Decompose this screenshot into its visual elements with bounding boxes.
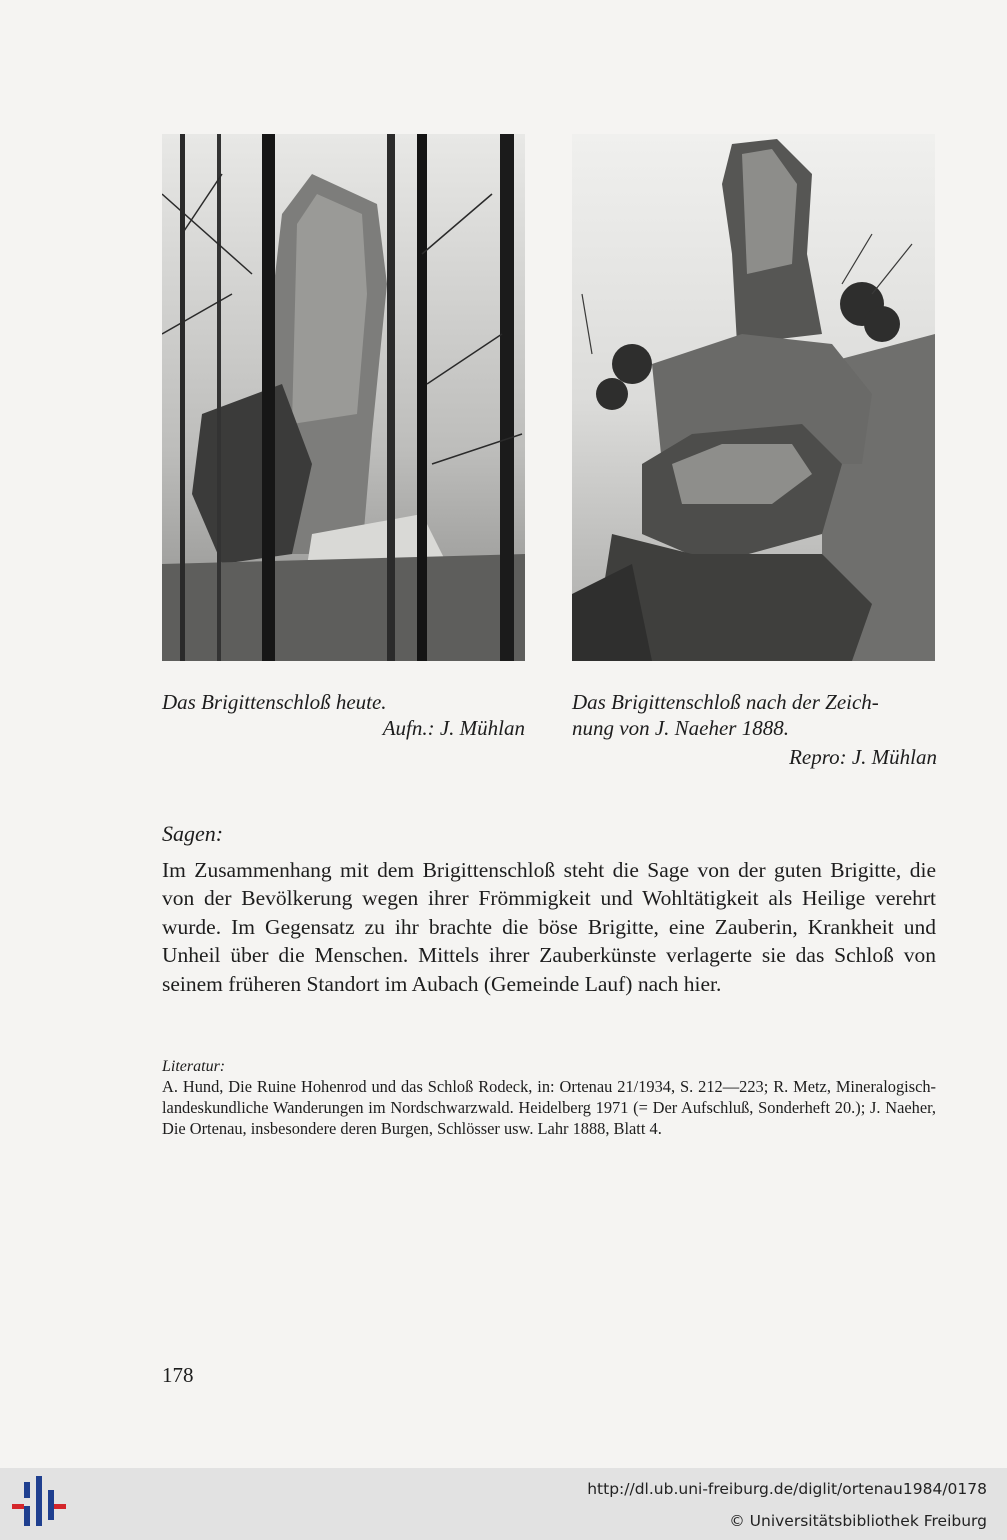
literature-references: A. Hund, Die Ruine Hohenrod und das Schloß Rodeck, in: Ortenau 21/1934, S. 212—223; R. Metz, Mineralogisch-landeskundliche Wanderungen im Nordschwarzwald. Heidelberg 1971 (= Der Aufschluß, Sonderheft 20.); J. Naeher, Die Ortenau, insbesondere deren Burgen, Schlösser usw. Lahr 1888, Blatt 4. bbox=[162, 1077, 936, 1138]
figure-right-caption-line2: nung von J. Naeher 1888. bbox=[572, 716, 789, 740]
copyright-notice: © Universitätsbibliothek Freiburg bbox=[729, 1512, 987, 1530]
figure-right-caption-line1: Das Brigittenschloß nach der Zeich- bbox=[572, 690, 879, 714]
section-paragraph: Im Zusammenhang mit dem Brigittenschloß steht die Sage von der guten Brigitte, die von der Bevölkerung wegen ihrer Frömmigkeit und Wohltätigkeit als Heilige verehrt wurde. Im Gegensatz zu ihr brachte die böse Brigitte, eine Zauberin, Krankheit und Unheil über die Menschen. Mittels ihrer Zauberkünste verlagerte sie das Schloß von seinem früheren Standort im Aubach (Gemeinde Lauf) nach hier. bbox=[162, 858, 936, 996]
photo-ruin-today bbox=[162, 134, 525, 661]
literature-heading: Literatur: bbox=[162, 1058, 226, 1075]
viewer-footer bbox=[0, 1468, 1007, 1540]
ub-freiburg-logo-icon bbox=[10, 1476, 70, 1532]
figure-right-credit: Repro: J. Mühlan bbox=[789, 745, 937, 769]
figure-left-caption: Das Brigittenschloß heute. bbox=[162, 690, 387, 714]
page-number: 178 bbox=[162, 1363, 194, 1387]
section-heading: Sagen: bbox=[162, 821, 224, 846]
photo-ruin-drawing-1888 bbox=[572, 134, 935, 661]
document-url-link[interactable]: http://dl.ub.uni-freiburg.de/diglit/ortenau1984/0178 bbox=[587, 1480, 987, 1498]
figure-left-credit: Aufn.: J. Mühlan bbox=[382, 716, 525, 740]
